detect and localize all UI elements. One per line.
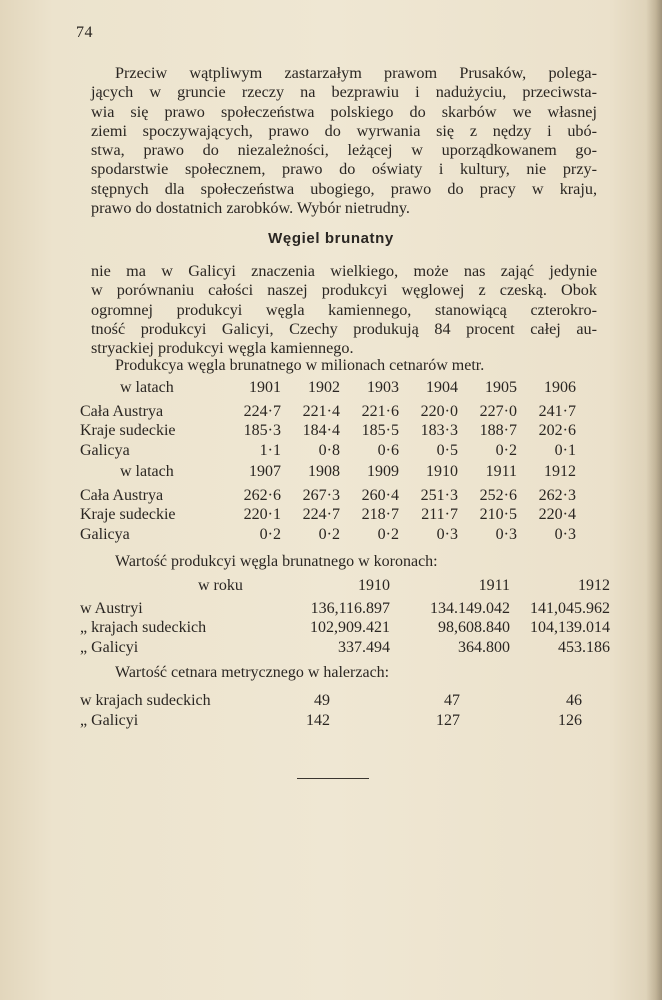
value-cell: 0·3 — [495, 525, 517, 543]
value-cell: 102,909.421 — [310, 619, 390, 636]
section-heading: Węgiel brunatny — [268, 230, 394, 247]
intro-line: prawo do dostatnich zarobków. Wybór nietrudny. — [91, 199, 410, 218]
value-cell: 0·8 — [318, 441, 340, 459]
table-row — [80, 422, 576, 442]
table-row — [80, 403, 576, 423]
value-cell: 185·5 — [361, 422, 399, 439]
table-row — [80, 506, 576, 526]
table-row — [80, 487, 576, 507]
value-cell: 98,608.840 — [438, 619, 510, 636]
value-cell: 0·2 — [495, 441, 517, 459]
row-label: „ Galicyi — [80, 638, 139, 656]
table-header-row — [80, 379, 576, 399]
row-label: „ Galicyi — [80, 711, 139, 729]
row-label: Kraje sudeckie — [80, 506, 176, 523]
value-cell: 220·0 — [420, 402, 458, 420]
section-end-rule — [297, 778, 369, 779]
value-cell: 188·7 — [479, 422, 517, 439]
year-cell: 1901 — [249, 379, 281, 396]
price-table — [80, 692, 582, 731]
value-cell: 0·6 — [377, 441, 399, 459]
header-label: w latach — [120, 379, 174, 396]
row-label: Galicya — [80, 441, 130, 459]
table-row — [80, 692, 582, 712]
row-label: Galicya — [80, 525, 130, 543]
value-cell: 260·4 — [361, 486, 399, 504]
table-row — [80, 600, 610, 620]
table-row — [80, 639, 610, 659]
page-edge-shadow — [646, 0, 662, 1000]
value-cell: 453.186 — [558, 638, 610, 656]
value-table — [80, 577, 610, 658]
body-line: nie ma w Galicyi znaczenia wielkiego, może nas zająć jedynie — [91, 262, 597, 280]
value-cell: 49 — [314, 692, 330, 709]
value-cell: 141,045.962 — [530, 599, 610, 617]
table-row — [80, 712, 582, 732]
header-label: w latach — [120, 463, 174, 480]
value-cell: 46 — [566, 692, 582, 709]
value-cell: 252·6 — [479, 486, 517, 504]
value-cell: 0·3 — [436, 525, 458, 543]
value-cell: 104,139.014 — [530, 619, 610, 636]
value-cell: 337.494 — [338, 638, 390, 656]
year-cell: 1912 — [578, 577, 610, 594]
value-cell: 251·3 — [420, 486, 458, 504]
year-cell: 1902 — [308, 379, 340, 396]
value-cell: 126 — [558, 711, 582, 729]
body-line: w porównaniu całości naszej produkcyi węglowej z czeską. Obok — [91, 281, 597, 300]
intro-line: Przeciw wątpliwym zastarzałym prawom Prusaków, polega- — [115, 64, 597, 82]
intro-line: wia się prawo społeczeństwa polskiego do skarbów we własnej — [91, 102, 597, 121]
production-caption: Produkcya węgla brunatnego w milionach cetnarów metr. — [115, 357, 485, 374]
table-row — [80, 619, 610, 639]
year-cell: 1906 — [544, 379, 576, 396]
price-caption: Wartość cetnara metrycznego w halerzach: — [115, 664, 390, 681]
intro-line: stwa, prawo do niezależności, leżącej w uporządkowanem go- — [91, 141, 597, 160]
value-cell: 0·2 — [318, 525, 340, 543]
value-cell: 202·6 — [538, 422, 576, 439]
year-cell: 1908 — [308, 463, 340, 480]
intro-line: jących w gruncie rzeczy na bezprawiu i nadużyciu, przeciwsta- — [91, 83, 597, 102]
value-cell: 262·6 — [243, 486, 281, 504]
value-cell: 1·1 — [259, 441, 281, 459]
intro-paragraph — [91, 64, 597, 218]
year-cell: 1905 — [485, 379, 517, 396]
production-table-1901-1906 — [80, 379, 576, 461]
value-cell: 185·3 — [243, 422, 281, 439]
year-cell: 1912 — [544, 463, 576, 480]
header-label: w roku — [198, 577, 243, 594]
body-paragraph — [91, 262, 597, 358]
row-label: „ krajach sudeckich — [80, 619, 207, 636]
value-cell: 183·3 — [420, 422, 458, 439]
row-label: Cała Austrya — [80, 486, 164, 504]
value-cell: 47 — [444, 692, 460, 709]
body-line: stryackiej produkcyi węgla kamiennego. — [91, 339, 354, 358]
intro-line: ziemi spoczywających, prawo do wyrwania się z nędzy i ubó- — [91, 121, 597, 140]
intro-line: spodarstwie społecznem, prawo do oświaty i kultury, nie przy- — [91, 160, 597, 179]
value-cell: 0·3 — [554, 525, 576, 543]
year-cell: 1910 — [426, 463, 458, 480]
row-label: Cała Austrya — [80, 402, 164, 420]
intro-line: stępnych dla społeczeństwa ubogiego, prawo do pracy w kraju, — [91, 179, 597, 198]
value-cell: 142 — [306, 711, 330, 729]
value-cell: 184·4 — [302, 422, 340, 439]
value-cell: 224·7 — [243, 402, 281, 420]
value-cell: 0·5 — [436, 441, 458, 459]
value-cell: 227·0 — [479, 402, 517, 420]
table-row — [80, 442, 576, 462]
value-cell: 221·6 — [361, 402, 399, 420]
value-cell: 224·7 — [302, 506, 340, 523]
row-label: w krajach sudeckich — [80, 692, 211, 709]
table-header-row — [80, 463, 576, 483]
page-number: 74 — [76, 24, 93, 41]
value-cell: 210·5 — [479, 506, 517, 523]
row-label: w Austryi — [80, 599, 143, 617]
table-row — [80, 526, 576, 546]
value-cell: 241·7 — [538, 402, 576, 420]
row-label: Kraje sudeckie — [80, 422, 176, 439]
year-cell: 1904 — [426, 379, 458, 396]
table-header-row — [80, 577, 610, 597]
body-line: tność produkcyi Galicyi, Czechy produkują 84 procent całej au- — [91, 319, 597, 338]
value-cell: 267·3 — [302, 486, 340, 504]
value-cell: 136,116.897 — [310, 599, 390, 617]
value-cell: 0·1 — [554, 441, 576, 459]
year-cell: 1910 — [358, 577, 390, 594]
value-cell: 221·4 — [302, 402, 340, 420]
value-cell: 262·3 — [538, 486, 576, 504]
value-cell: 0·2 — [377, 525, 399, 543]
value-caption: Wartość produkcyi węgla brunatnego w koronach: — [115, 553, 438, 570]
year-cell: 1907 — [249, 463, 281, 480]
year-cell: 1911 — [478, 577, 510, 594]
value-cell: 218·7 — [361, 506, 399, 523]
value-cell: 0·2 — [259, 525, 281, 543]
value-cell: 220·4 — [538, 506, 576, 523]
value-cell: 134.149.042 — [430, 599, 510, 617]
body-line: ogromnej produkcyi węgla kamiennego, stanowiącą czterokro- — [91, 300, 597, 319]
value-cell: 127 — [436, 711, 460, 729]
value-cell: 220·1 — [243, 506, 281, 523]
year-cell: 1903 — [367, 379, 399, 396]
year-cell: 1909 — [367, 463, 399, 480]
value-cell: 211·7 — [421, 506, 458, 523]
value-cell: 364.800 — [458, 638, 510, 656]
production-table-1907-1912 — [80, 463, 576, 545]
year-cell: 1911 — [485, 463, 517, 480]
